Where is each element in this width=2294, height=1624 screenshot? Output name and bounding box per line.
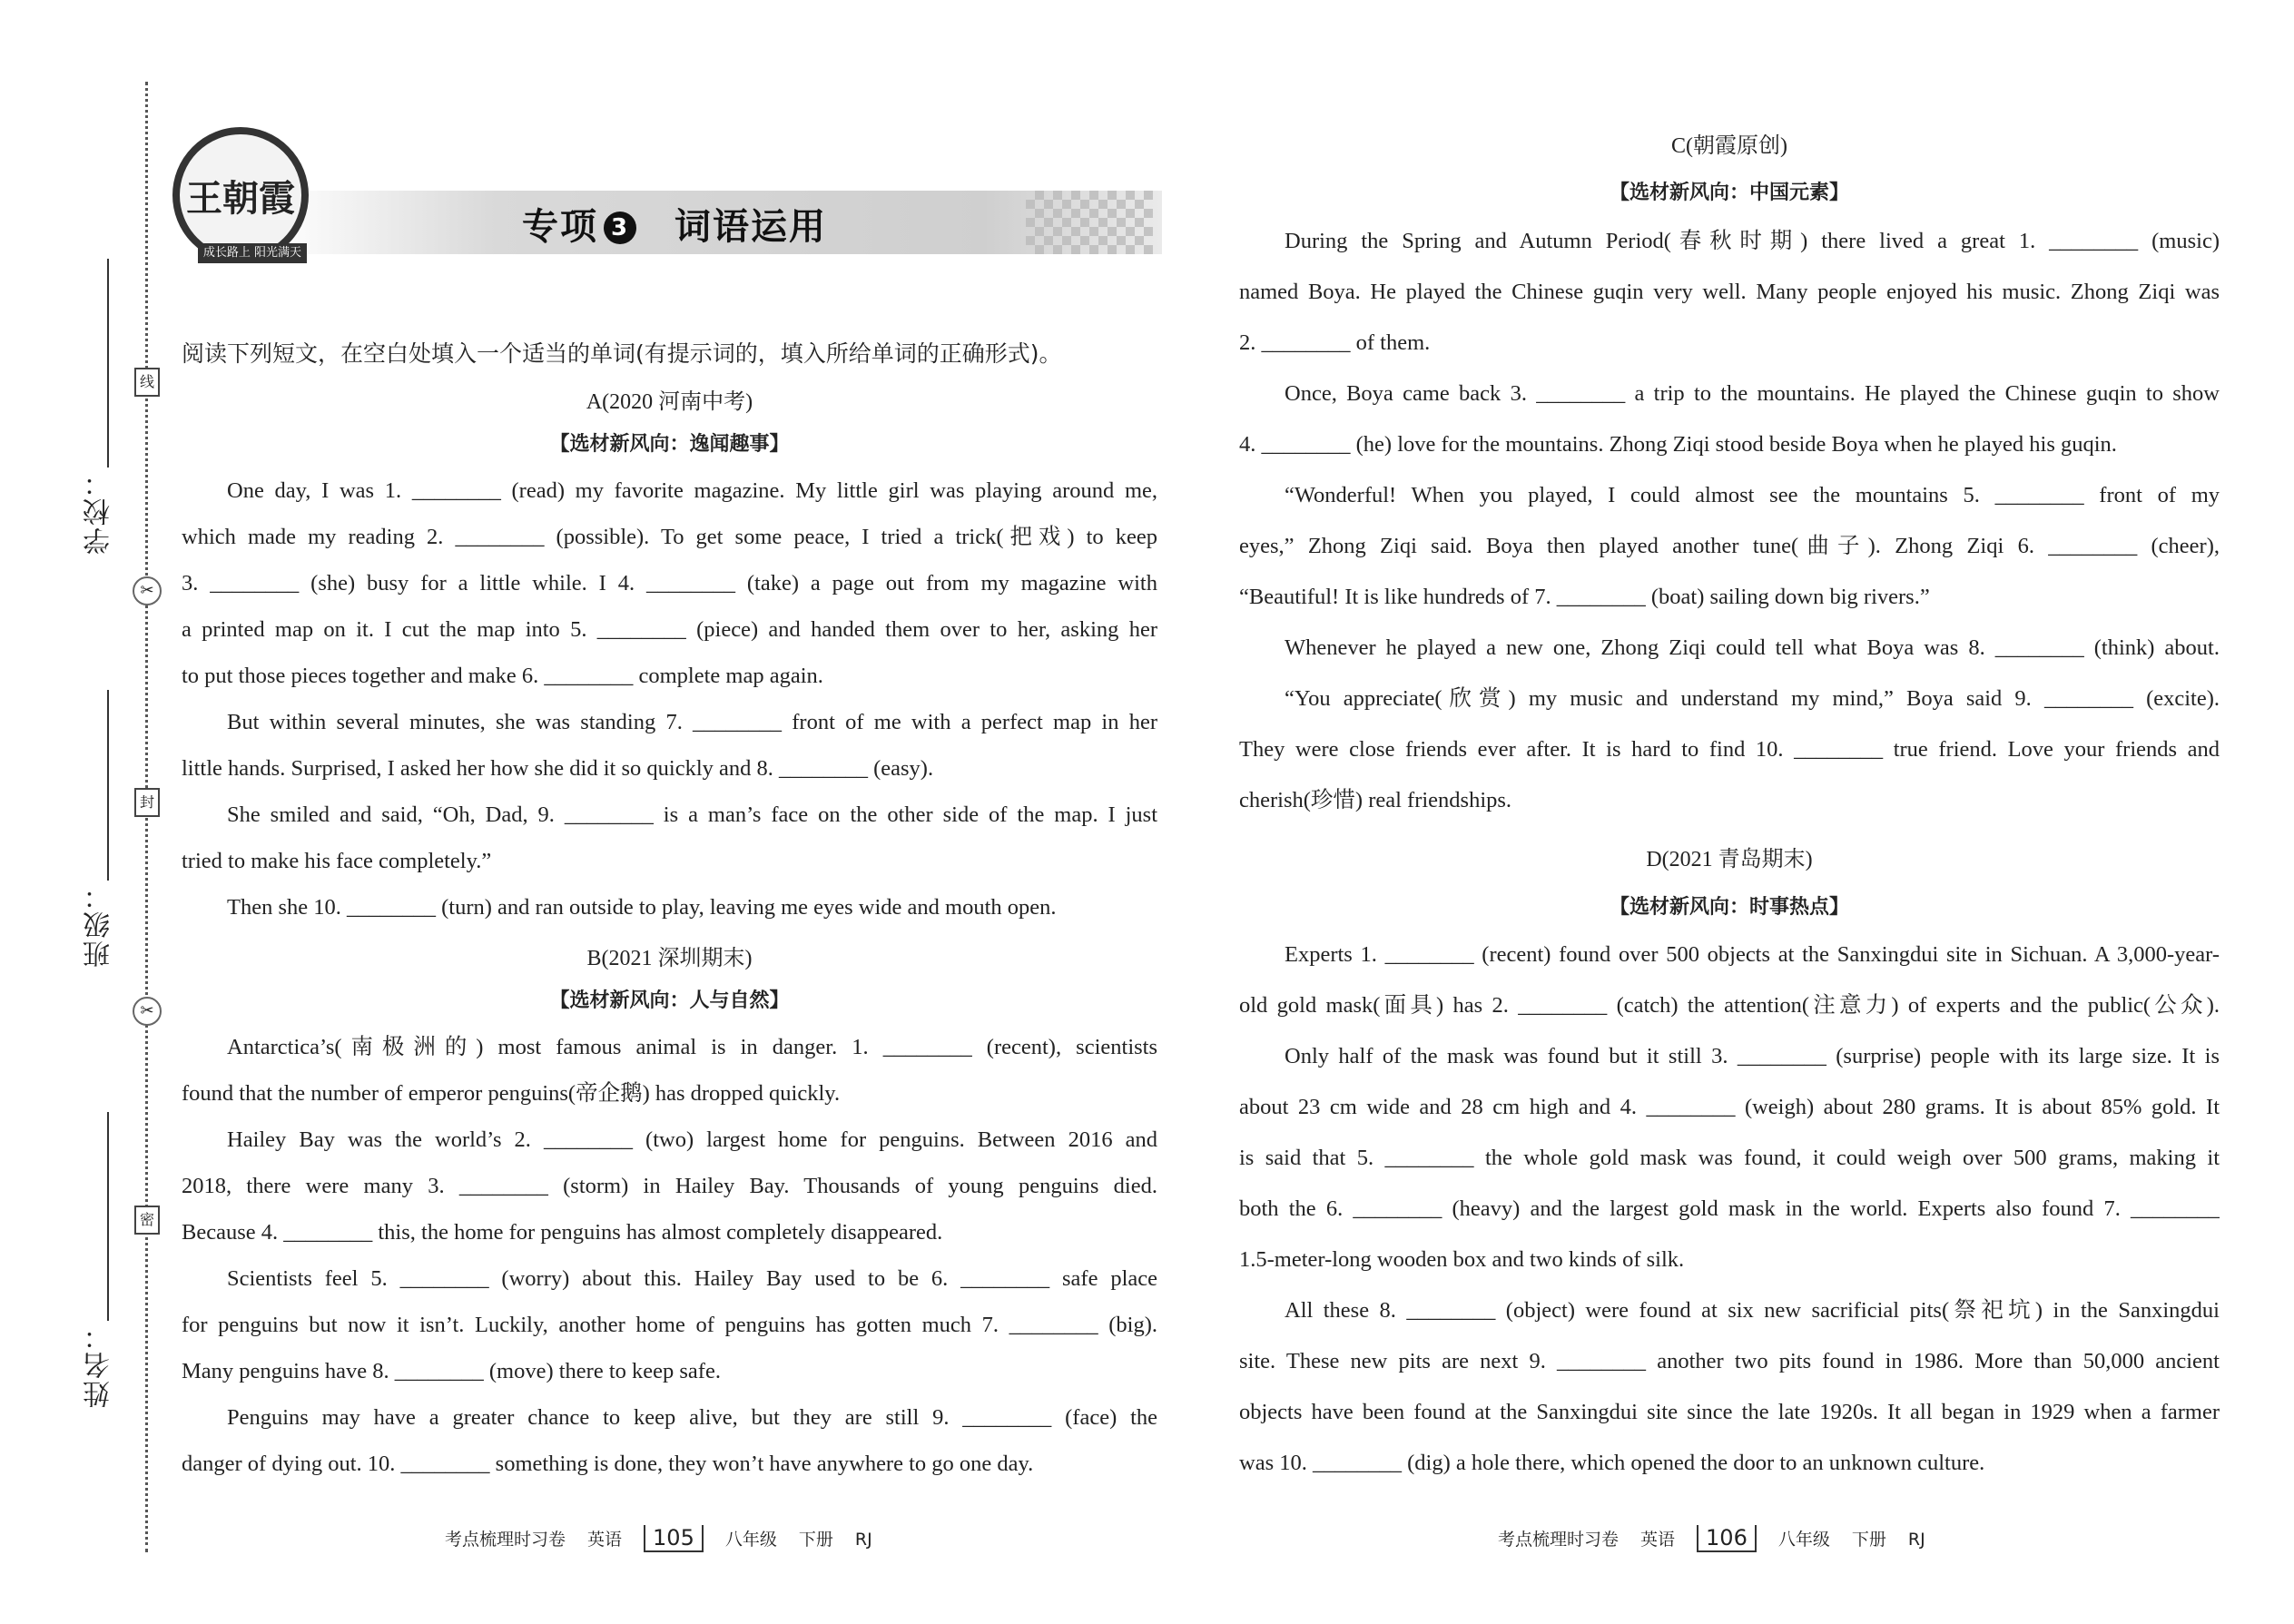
passage-line: 1.5-meter-long wooden box and two kinds of silk.	[1239, 1247, 1685, 1272]
footer-subject: 英语	[587, 1530, 623, 1550]
passage-line: old gold mask(面具) has 2. ________ (catch) the attention(注意力) of experts and the public(公众).	[1239, 993, 2220, 1018]
logo-slogan: 成长路上 阳光满天	[198, 243, 307, 263]
passage-line: One day, I was 1. ________ (read) my favorite magazine. My little girl was playing around me,	[227, 478, 1157, 503]
passage-line: danger of dying out. 10. ________ something is done, they won’t have anywhere to go one day.	[182, 1452, 1034, 1476]
passage-line: “Beautiful! It is like hundreds of 7. ________ (boat) sailing down big rivers.”	[1239, 585, 1930, 609]
passage-line: All these 8. ________ (object) were found at six new sacrificial pits(祭祀坑) in the Sanxingdui	[1285, 1298, 2220, 1323]
passage-d-tag: 【选材新风向：时事热点】	[1609, 896, 1849, 919]
passage-line: about 23 cm wide and 28 cm high and 4. ________ (weigh) about 280 grams. It is about 85% gold. It	[1239, 1095, 2220, 1119]
passage-line: which made my reading 2. ________ (possible). To get some peace, I tried a trick(把戏) to keep	[182, 525, 1157, 549]
passage-line: Penguins may have a greater chance to keep alive, but they are still 9. ________ (face) the	[227, 1405, 1157, 1430]
checker-pattern	[1026, 191, 1153, 254]
cut-mark-seal: 封	[134, 788, 160, 817]
passage-line: little hands. Surprised, I asked her how she did it so quickly and 8. ________ (easy).	[182, 756, 934, 781]
passage-line: cherish(珍惜) real friendships.	[1239, 788, 1512, 812]
page-number: 105	[644, 1525, 704, 1552]
section-prefix: 专项	[522, 206, 598, 248]
passage-line: “Wonderful! When you played, I could almost see the mountains 5. ________ front of my	[1285, 483, 2220, 507]
passage-line: 4. ________ (he) love for the mountains. Zhong Ziqi stood beside Boya when he played his guqin.	[1239, 432, 2117, 457]
passage-line: site. These new pits are next 9. ________ another two pits found in 1986. More than 50,000 ancient	[1239, 1349, 2220, 1373]
passage-line: both the 6. ________ (heavy) and the largest gold mask in the world. Experts also found 7. ________	[1239, 1196, 2220, 1221]
passage-d-heading: D(2021 青岛期末)	[1646, 848, 1813, 871]
footer-series: 考点梳理时习卷	[1498, 1530, 1620, 1550]
passage-c-heading: C(朝霞原创)	[1671, 134, 1787, 158]
passage-line: Many penguins have 8. ________ (move) there to keep safe.	[182, 1359, 721, 1383]
passage-line: Hailey Bay was the world’s 2. ________ (two) largest home for penguins. Between 2016 and	[227, 1127, 1157, 1152]
passage-line: “You appreciate(欣赏) my music and understand my mind,” Boya said 9. ________ (excite).	[1285, 686, 2220, 711]
passage-line: for penguins but now it isn’t. Luckily, another home of penguins has gotten much 7. ________ (big).	[182, 1313, 1157, 1337]
scissors-icon: ✂	[133, 997, 162, 1026]
instruction-text: 阅读下列短文，在空白处填入一个适当的单词(有提示词的，填入所给单词的正确形式)。	[182, 340, 1062, 367]
section-number-badge: 3	[604, 212, 636, 244]
school-underline	[107, 259, 109, 468]
footer-right	[1498, 1525, 1925, 1552]
passage-line: Because 4. ________ this, the home for penguins has almost completely disappeared.	[182, 1220, 943, 1245]
passage-line: eyes,” Zhong Ziqi said. Boya then played another tune(曲子). Zhong Ziqi 6. ________ (cheer),	[1239, 534, 2220, 558]
passage-line: Antarctica’s(南极洲的) most famous animal is in danger. 1. ________ (recent), scientists	[227, 1035, 1157, 1059]
passage-line: to put those pieces together and make 6. ________ complete map again.	[182, 664, 823, 688]
passage-b-heading: B(2021 深圳期末)	[586, 947, 753, 970]
footer-subject: 英语	[1640, 1530, 1676, 1550]
passage-line: 2. ________ of them.	[1239, 330, 1431, 355]
page-number: 106	[1697, 1525, 1757, 1552]
binding-margin	[0, 0, 172, 1624]
cut-mark-secret: 密	[134, 1206, 160, 1235]
name-underline	[107, 1112, 109, 1321]
footer-edition: RJ	[1907, 1530, 1925, 1550]
passage-line: was 10. ________ (dig) a hole there, which opened the door to an unknown culture.	[1239, 1451, 1985, 1475]
cut-line	[145, 82, 148, 1552]
passage-line: Once, Boya came back 3. ________ a trip to the mountains. He played the Chinese guqin to show	[1285, 381, 2220, 406]
section-title	[522, 198, 827, 250]
passage-line: is said that 5. ________ the whole gold mask was found, it could weigh over 500 grams, making it	[1239, 1146, 2220, 1170]
logo-text: 王朝霞	[186, 176, 295, 220]
school-label: 学校：	[84, 468, 115, 555]
passage-line: She smiled and said, “Oh, Dad, 9. ________ is a man’s face on the other side of the map. I just	[227, 802, 1157, 827]
passage-line: Scientists feel 5. ________ (worry) about this. Hailey Bay used to be 6. ________ safe place	[227, 1266, 1157, 1291]
footer-volume: 下册	[798, 1530, 833, 1550]
section-name: 词语运用	[674, 206, 827, 248]
footer-grade: 八年级	[1777, 1530, 1830, 1550]
passage-line: But within several minutes, she was standing 7. ________ front of me with a perfect map in her	[227, 710, 1157, 734]
passage-b-tag: 【选材新风向：人与自然】	[549, 989, 790, 1012]
cut-mark-line: 线	[134, 368, 160, 397]
passage-a-tag: 【选材新风向：逸闻趣事】	[549, 433, 790, 456]
passage-line: 3. ________ (she) busy for a little while. I 4. ________ (take) a page out from my magazine with	[182, 571, 1157, 595]
class-underline	[107, 690, 109, 881]
name-label: 姓名：	[84, 1321, 115, 1408]
footer-left	[445, 1525, 872, 1552]
passage-line: Only half of the mask was found but it still 3. ________ (surprise) people with its large size. It is	[1285, 1044, 2220, 1068]
passage-line: 2018, there were many 3. ________ (storm) in Hailey Bay. Thousands of young penguins died.	[182, 1174, 1157, 1198]
passage-line: They were close friends ever after. It is hard to find 10. ________ true friend. Love your friends and	[1239, 737, 2220, 762]
passage-c-tag: 【选材新风向：中国元素】	[1609, 182, 1849, 204]
class-label: 班级：	[84, 881, 115, 968]
passage-line: Whenever he played a new one, Zhong Ziqi could tell what Boya was 8. ________ (think) about.	[1285, 635, 2220, 660]
passage-line: named Boya. He played the Chinese guqin very well. Many people enjoyed his music. Zhong Ziqi was	[1239, 280, 2220, 304]
footer-edition: RJ	[854, 1530, 872, 1550]
footer-series: 考点梳理时习卷	[445, 1530, 566, 1550]
passage-line: objects have been found at the Sanxingdui site since the late 1920s. It all began in 1929 when a farmer	[1239, 1400, 2220, 1424]
passage-line: tried to make his face completely.”	[182, 849, 492, 873]
passage-line: During the Spring and Autumn Period(春秋时期) there lived a great 1. ________ (music)	[1285, 229, 2220, 253]
passage-a-heading: A(2020 河南中考)	[586, 390, 753, 414]
scissors-icon: ✂	[133, 576, 162, 605]
passage-line: Experts 1. ________ (recent) found over 500 objects at the Sanxingdui site in Sichuan. A 3,000-year-	[1285, 942, 2220, 967]
footer-grade: 八年级	[724, 1530, 777, 1550]
passage-line: found that the number of emperor penguins(帝企鹅) has dropped quickly.	[182, 1081, 841, 1106]
footer-volume: 下册	[1851, 1530, 1886, 1550]
passage-line: a printed map on it. I cut the map into 5. ________ (piece) and handed them over to her, asking her	[182, 617, 1157, 642]
passage-line: Then she 10. ________ (turn) and ran outside to play, leaving me eyes wide and mouth open.	[227, 895, 1057, 920]
